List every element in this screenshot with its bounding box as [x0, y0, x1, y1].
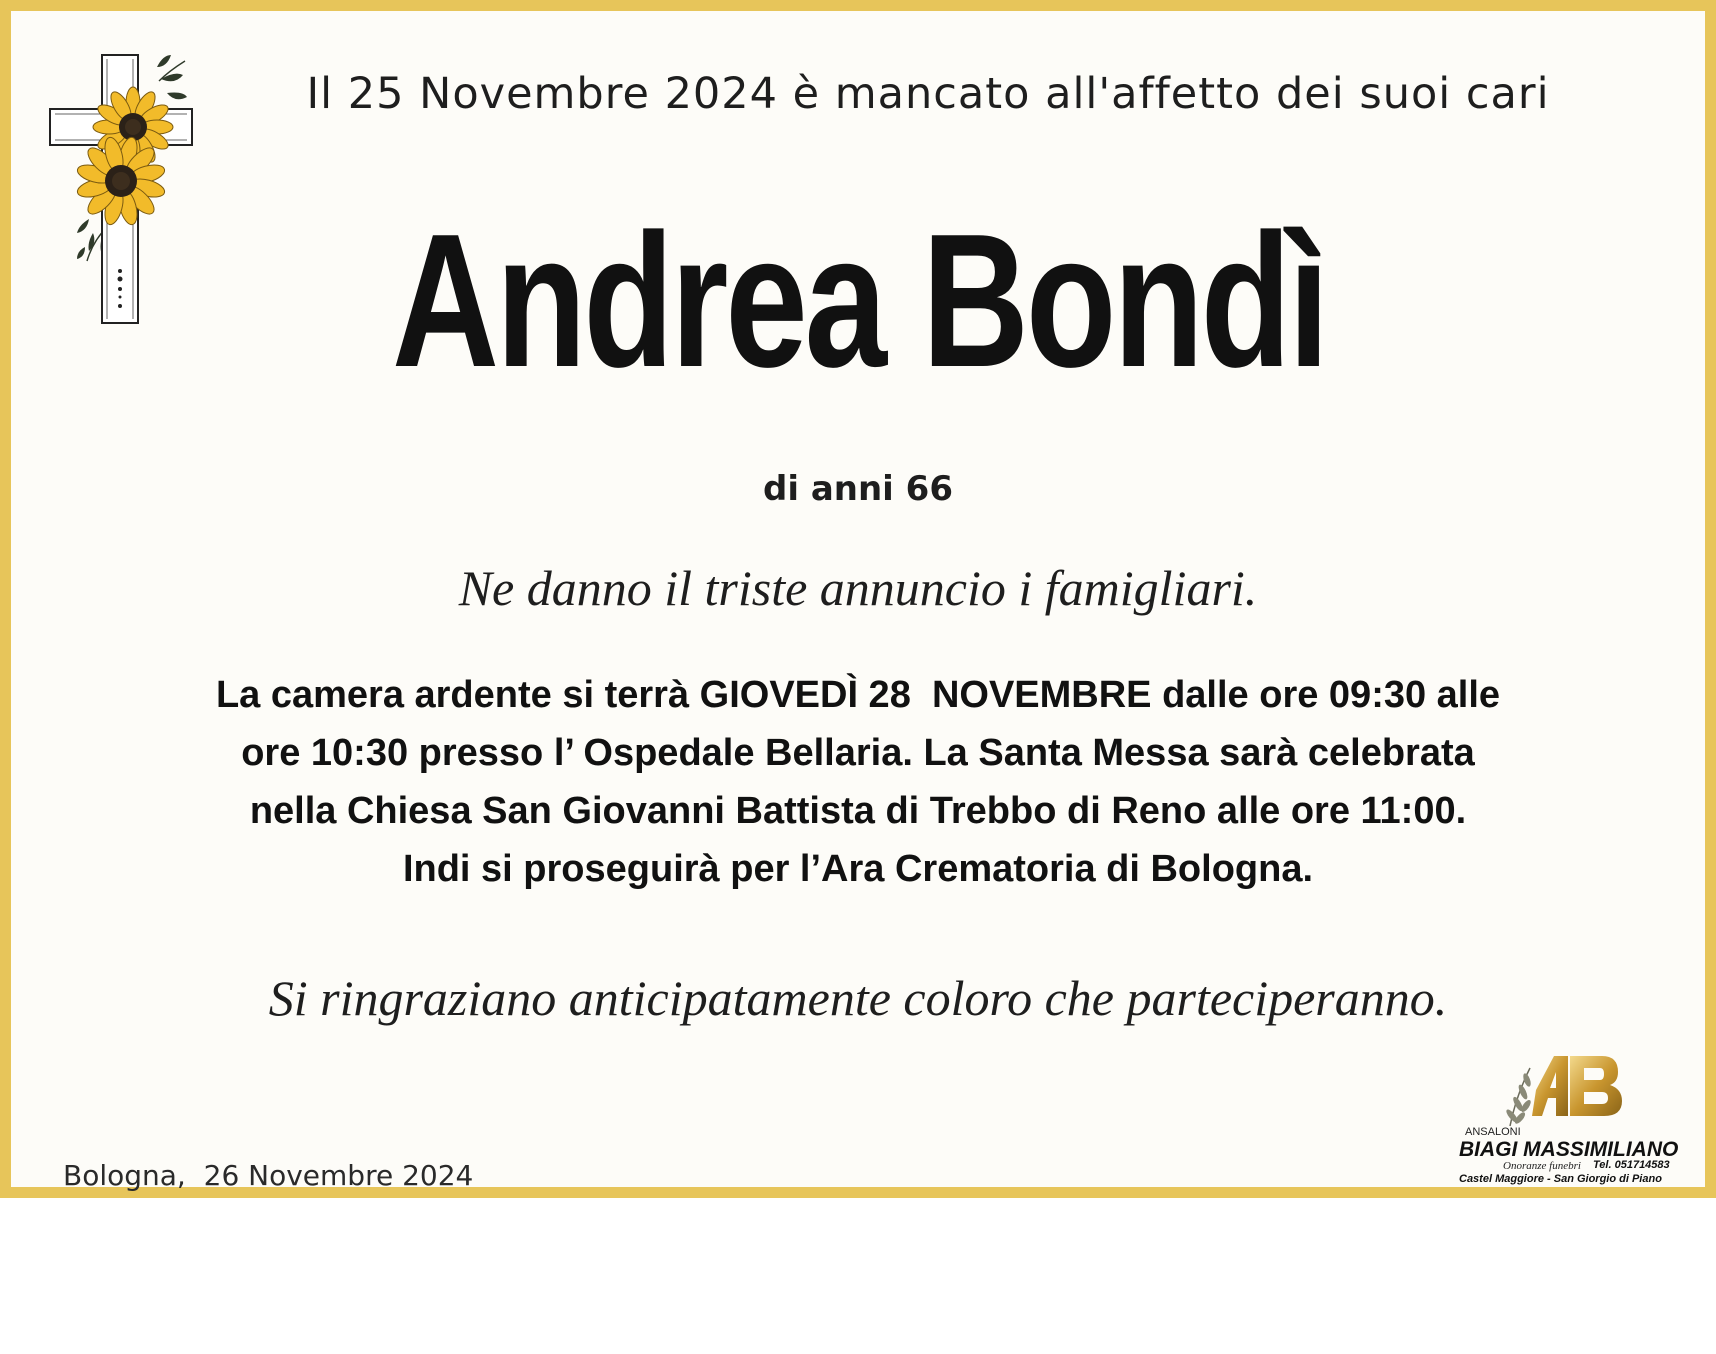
- deceased-name: Andrea Bondì: [392, 195, 1327, 407]
- thanks-line: Si ringraziano anticipatamente coloro che parteciperanno.: [268, 970, 1448, 1026]
- funeral-home-name: BIAGI MASSIMILIANO: [1459, 1138, 1679, 1161]
- funeral-home-prefix: ANSALONI: [1465, 1126, 1521, 1138]
- ceremony-line: Indi si proseguirà per l’Ara Crematoria di Bologna.: [402, 848, 1314, 890]
- funeral-home-phone: Tel. 051714583: [1593, 1159, 1670, 1171]
- announcement: Ne danno il triste annuncio i famigliari.: [458, 560, 1258, 616]
- funeral-home-locations: Castel Maggiore - San Giorgio di Piano: [1459, 1173, 1662, 1185]
- headline: Il 25 Novembre 2024 è mancato all'affetto dei suoi cari: [306, 69, 1550, 119]
- age-line: di anni 66: [763, 469, 953, 509]
- ceremony-line: ore 10:30 presso l’ Ospedale Bellaria. La Santa Messa sarà celebrata: [241, 732, 1475, 774]
- place-date: Bologna, 26 Novembre 2024: [63, 1159, 474, 1192]
- funeral-home-subtitle: Onoranze funebri: [1503, 1160, 1581, 1172]
- funeral-home-logo: [1451, 1046, 1701, 1196]
- gold-monogram-laurel-icon: [1496, 1046, 1636, 1130]
- cross-with-sunflowers-icon: [49, 51, 199, 326]
- ceremony-line: nella Chiesa San Giovanni Battista di Trebbo di Reno alle ore 11:00.: [249, 790, 1467, 832]
- ceremony-line: La camera ardente si terrà GIOVEDÌ 28 NOVEMBRE dalle ore 09:30 alle: [215, 674, 1501, 716]
- ceremony-details: [61, 666, 1655, 898]
